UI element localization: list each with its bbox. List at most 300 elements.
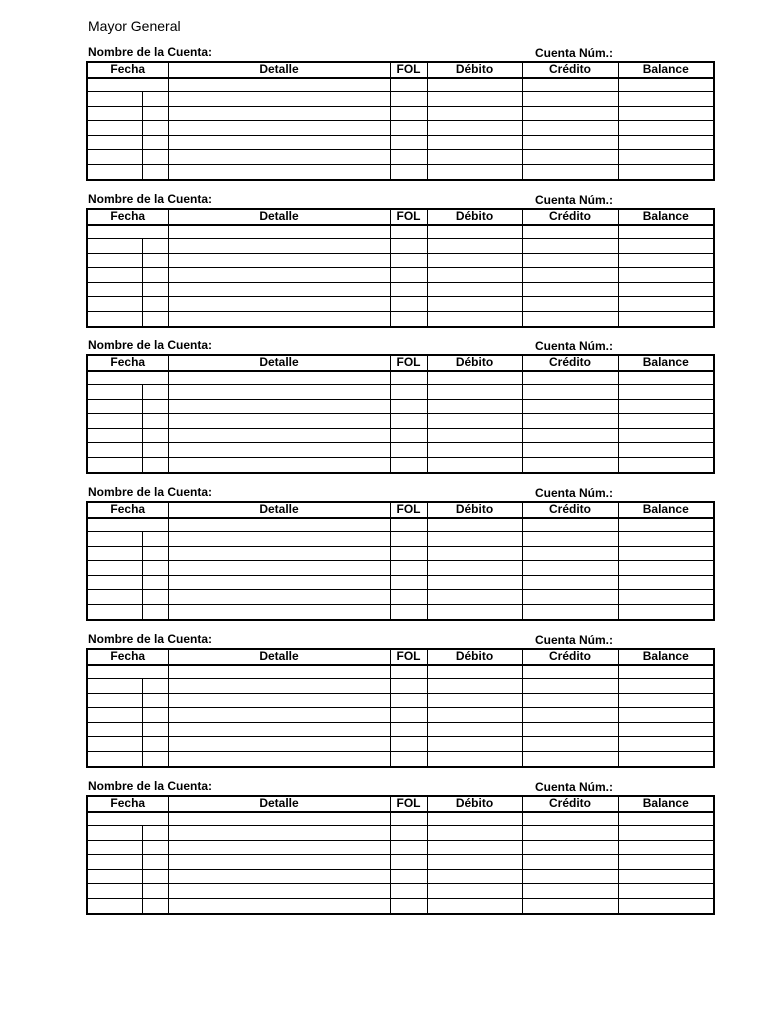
ledger-cell[interactable]	[168, 604, 390, 619]
ledger-cell[interactable]	[87, 693, 142, 708]
ledger-cell[interactable]	[618, 869, 714, 884]
ledger-cell[interactable]	[427, 239, 522, 254]
column-header: Detalle	[168, 502, 390, 518]
ledger-cell[interactable]	[168, 239, 390, 254]
ledger-cell[interactable]	[142, 121, 168, 136]
ledger-cell[interactable]	[427, 575, 522, 590]
ledger-cell[interactable]	[168, 150, 390, 165]
ledger-cell[interactable]	[522, 561, 618, 576]
ledger-cell[interactable]	[618, 665, 714, 679]
ledger-cell[interactable]	[168, 311, 390, 326]
ledger-cell[interactable]	[522, 225, 618, 239]
ledger-cell[interactable]	[618, 693, 714, 708]
ledger-cell[interactable]	[168, 898, 390, 913]
ledger-cell[interactable]	[168, 282, 390, 297]
ledger-cell[interactable]	[390, 840, 427, 855]
ledger-cell[interactable]	[427, 840, 522, 855]
ledger-cell[interactable]	[390, 604, 427, 619]
ledger-cell[interactable]	[142, 869, 168, 884]
ledger-cell[interactable]	[427, 457, 522, 472]
ledger-cell[interactable]	[618, 371, 714, 385]
ledger-cell[interactable]	[142, 826, 168, 841]
ledger-cell[interactable]	[168, 225, 390, 239]
ledger-cell[interactable]	[87, 898, 142, 913]
ledger-cell[interactable]	[87, 428, 142, 443]
ledger-cell[interactable]	[522, 708, 618, 723]
ledger-cell[interactable]	[522, 443, 618, 458]
ledger-cell[interactable]	[618, 840, 714, 855]
ledger-cell[interactable]	[87, 884, 142, 899]
ledger-cell[interactable]	[87, 443, 142, 458]
ledger-cell[interactable]	[390, 164, 427, 179]
ledger-cell[interactable]	[142, 268, 168, 283]
column-header: Débito	[427, 796, 522, 812]
ledger-entry-row	[87, 575, 714, 590]
ledger-cell[interactable]	[390, 282, 427, 297]
ledger-cell[interactable]	[618, 708, 714, 723]
ledger-cell[interactable]	[87, 457, 142, 472]
ledger-cell[interactable]	[427, 561, 522, 576]
ledger-cell[interactable]	[168, 812, 390, 826]
ledger-cell[interactable]	[87, 665, 168, 679]
ledger-cell[interactable]	[522, 428, 618, 443]
ledger-cell[interactable]	[87, 121, 142, 136]
ledger-cell[interactable]	[168, 428, 390, 443]
ledger-cell[interactable]	[168, 575, 390, 590]
ledger-cell[interactable]	[390, 898, 427, 913]
ledger-cell[interactable]	[427, 679, 522, 694]
ledger-cell[interactable]	[618, 812, 714, 826]
ledger-cell[interactable]	[427, 869, 522, 884]
ledger-cell[interactable]	[618, 737, 714, 752]
ledger-cell[interactable]	[87, 518, 168, 532]
ledger-cell[interactable]	[168, 78, 390, 92]
ledger-cell[interactable]	[390, 414, 427, 429]
ledger-cell[interactable]	[87, 268, 142, 283]
ledger-cell[interactable]	[618, 121, 714, 136]
ledger-cell[interactable]	[522, 546, 618, 561]
ledger-cell[interactable]	[168, 106, 390, 121]
ledger-cell[interactable]	[427, 708, 522, 723]
ledger-cell[interactable]	[87, 239, 142, 254]
ledger-cell[interactable]	[390, 311, 427, 326]
ledger-cell[interactable]	[618, 92, 714, 107]
ledger-cell[interactable]	[142, 253, 168, 268]
ledger-cell[interactable]	[87, 708, 142, 723]
ledger-cell[interactable]	[168, 414, 390, 429]
ledger-cell[interactable]	[390, 826, 427, 841]
ledger-cell[interactable]	[427, 225, 522, 239]
ledger-cell[interactable]	[87, 679, 142, 694]
ledger-cell[interactable]	[522, 106, 618, 121]
ledger-cell[interactable]	[142, 590, 168, 605]
ledger-cell[interactable]	[168, 751, 390, 766]
ledger-cell[interactable]	[618, 385, 714, 400]
ledger-cell[interactable]	[390, 106, 427, 121]
ledger-cell[interactable]	[618, 855, 714, 870]
ledger-cell[interactable]	[390, 575, 427, 590]
ledger-cell[interactable]	[522, 371, 618, 385]
ledger-cell[interactable]	[522, 665, 618, 679]
ledger-cell[interactable]	[618, 722, 714, 737]
ledger-cell[interactable]	[390, 428, 427, 443]
ledger-cell[interactable]	[522, 812, 618, 826]
ledger-cell[interactable]	[522, 92, 618, 107]
ledger-cell[interactable]	[87, 297, 142, 312]
ledger-cell[interactable]	[142, 737, 168, 752]
ledger-cell[interactable]	[168, 693, 390, 708]
ledger-cell[interactable]	[522, 590, 618, 605]
ledger-cell[interactable]	[427, 297, 522, 312]
ledger-cell[interactable]	[427, 311, 522, 326]
ledger-cell[interactable]	[87, 840, 142, 855]
ledger-entry-row	[87, 78, 714, 92]
ledger-cell[interactable]	[427, 443, 522, 458]
ledger-cell[interactable]	[390, 121, 427, 136]
ledger-cell[interactable]	[522, 693, 618, 708]
ledger-cell[interactable]	[390, 457, 427, 472]
ledger-cell[interactable]	[390, 693, 427, 708]
ledger-cell[interactable]	[427, 385, 522, 400]
ledger-cell[interactable]	[390, 135, 427, 150]
ledger-cell[interactable]	[168, 561, 390, 576]
ledger-cell[interactable]	[522, 855, 618, 870]
ledger-cell[interactable]	[390, 679, 427, 694]
ledger-cell[interactable]	[390, 399, 427, 414]
ledger-cell[interactable]	[168, 590, 390, 605]
ledger-cell[interactable]	[427, 106, 522, 121]
ledger-cell[interactable]	[142, 546, 168, 561]
ledger-cell[interactable]	[142, 884, 168, 899]
ledger-cell[interactable]	[618, 78, 714, 92]
ledger-cell[interactable]	[142, 282, 168, 297]
ledger-cell[interactable]	[618, 546, 714, 561]
ledger-cell[interactable]	[427, 665, 522, 679]
ledger-cell[interactable]	[168, 855, 390, 870]
ledger-cell[interactable]	[522, 679, 618, 694]
ledger-cell[interactable]	[390, 665, 427, 679]
ledger-cell[interactable]	[618, 311, 714, 326]
ledger-cell[interactable]	[390, 92, 427, 107]
ledger-cell[interactable]	[142, 751, 168, 766]
ledger-cell[interactable]	[142, 898, 168, 913]
ledger-cell[interactable]	[87, 371, 168, 385]
ledger-cell[interactable]	[142, 532, 168, 547]
ledger-cell[interactable]	[618, 428, 714, 443]
ledger-cell[interactable]	[522, 884, 618, 899]
ledger-cell[interactable]	[522, 826, 618, 841]
ledger-cell[interactable]	[390, 371, 427, 385]
ledger-cell[interactable]	[168, 268, 390, 283]
ledger-cell[interactable]	[390, 737, 427, 752]
ledger-cell[interactable]	[87, 78, 168, 92]
ledger-cell[interactable]	[522, 604, 618, 619]
ledger-cell[interactable]	[427, 898, 522, 913]
ledger-cell[interactable]	[87, 546, 142, 561]
ledger-cell[interactable]	[618, 679, 714, 694]
ledger-cell[interactable]	[522, 239, 618, 254]
ledger-cell[interactable]	[522, 150, 618, 165]
ledger-cell[interactable]	[87, 106, 142, 121]
account-name-label: Nombre de la Cuenta:	[88, 192, 213, 206]
ledger-cell[interactable]	[522, 575, 618, 590]
ledger-cell[interactable]	[522, 282, 618, 297]
ledger-cell[interactable]	[142, 708, 168, 723]
ledger-cell[interactable]	[618, 150, 714, 165]
ledger-cell[interactable]	[168, 92, 390, 107]
ledger-cell[interactable]	[522, 268, 618, 283]
ledger-cell[interactable]	[87, 575, 142, 590]
ledger-cell[interactable]	[427, 135, 522, 150]
ledger-cell[interactable]	[168, 665, 390, 679]
ledger-cell[interactable]	[522, 253, 618, 268]
ledger-cell[interactable]	[427, 518, 522, 532]
ledger-cell[interactable]	[168, 826, 390, 841]
ledger-cell[interactable]	[390, 869, 427, 884]
ledger-cell[interactable]	[168, 443, 390, 458]
ledger-cell[interactable]	[522, 164, 618, 179]
ledger-cell[interactable]	[427, 532, 522, 547]
ledger-cell[interactable]	[168, 164, 390, 179]
ledger-cell[interactable]	[618, 297, 714, 312]
ledger-cell[interactable]	[618, 884, 714, 899]
ledger-cell[interactable]	[522, 385, 618, 400]
ledger-cell[interactable]	[87, 399, 142, 414]
ledger-cell[interactable]	[142, 722, 168, 737]
ledger-cell[interactable]	[390, 78, 427, 92]
ledger-cell[interactable]	[427, 399, 522, 414]
ledger-cell[interactable]	[142, 679, 168, 694]
column-header: Débito	[427, 62, 522, 78]
ledger-cell[interactable]	[427, 812, 522, 826]
ledger-cell[interactable]	[142, 443, 168, 458]
ledger-cell[interactable]	[142, 106, 168, 121]
ledger-cell[interactable]	[522, 399, 618, 414]
ledger-cell[interactable]	[427, 693, 522, 708]
ledger-cell[interactable]	[618, 282, 714, 297]
ledger-cell[interactable]	[87, 855, 142, 870]
ledger-cell[interactable]	[168, 679, 390, 694]
ledger-cell[interactable]	[427, 121, 522, 136]
ledger-cell[interactable]	[168, 708, 390, 723]
ledger-cell[interactable]	[168, 518, 390, 532]
ledger-cell[interactable]	[168, 371, 390, 385]
ledger-cell[interactable]	[522, 518, 618, 532]
ledger-cell[interactable]	[427, 884, 522, 899]
ledger-cell[interactable]	[142, 428, 168, 443]
ledger-cell[interactable]	[390, 561, 427, 576]
ledger-cell[interactable]	[427, 150, 522, 165]
ledger-cell[interactable]	[390, 225, 427, 239]
ledger-cell[interactable]	[390, 855, 427, 870]
ledger-cell[interactable]	[87, 561, 142, 576]
ledger-cell[interactable]	[142, 311, 168, 326]
ledger-cell[interactable]	[87, 812, 168, 826]
ledger-cell[interactable]	[168, 135, 390, 150]
ledger-cell[interactable]	[142, 135, 168, 150]
ledger-cell[interactable]	[522, 121, 618, 136]
ledger-cell[interactable]	[87, 414, 142, 429]
column-header: Balance	[618, 62, 714, 78]
ledger-cell[interactable]	[427, 428, 522, 443]
ledger-cell[interactable]	[618, 898, 714, 913]
ledger-cell[interactable]	[87, 282, 142, 297]
ledger-cell[interactable]	[87, 385, 142, 400]
ledger-cell[interactable]	[87, 253, 142, 268]
ledger-cell[interactable]	[427, 546, 522, 561]
ledger-cell[interactable]	[618, 225, 714, 239]
ledger-cell[interactable]	[427, 590, 522, 605]
ledger-cell[interactable]	[142, 604, 168, 619]
ledger-cell[interactable]	[142, 239, 168, 254]
ledger-cell[interactable]	[618, 414, 714, 429]
ledger-cell[interactable]	[390, 443, 427, 458]
ledger-cell[interactable]	[618, 532, 714, 547]
ledger-cell[interactable]	[87, 722, 142, 737]
ledger-cell[interactable]	[390, 546, 427, 561]
ledger-cell[interactable]	[87, 532, 142, 547]
ledger-cell[interactable]	[390, 385, 427, 400]
ledger-cell[interactable]	[168, 297, 390, 312]
ledger-cell[interactable]	[168, 869, 390, 884]
ledger-cell[interactable]	[168, 532, 390, 547]
ledger-cell[interactable]	[522, 135, 618, 150]
ledger-cell[interactable]	[87, 590, 142, 605]
ledger-cell[interactable]	[427, 826, 522, 841]
ledger-cell[interactable]	[522, 311, 618, 326]
ledger-cell[interactable]	[142, 399, 168, 414]
ledger-cell[interactable]	[427, 164, 522, 179]
ledger-cell[interactable]	[168, 253, 390, 268]
ledger-cell[interactable]	[87, 164, 142, 179]
ledger-cell[interactable]	[142, 164, 168, 179]
ledger-cell[interactable]	[427, 722, 522, 737]
ledger-cell[interactable]	[142, 693, 168, 708]
ledger-cell[interactable]	[618, 826, 714, 841]
ledger-cell[interactable]	[87, 92, 142, 107]
ledger-cell[interactable]	[618, 604, 714, 619]
ledger-cell[interactable]	[87, 150, 142, 165]
ledger-cell[interactable]	[87, 737, 142, 752]
account-name-label: Nombre de la Cuenta:	[88, 779, 213, 793]
ledger-cell[interactable]	[427, 414, 522, 429]
ledger-cell[interactable]	[390, 532, 427, 547]
ledger-cell[interactable]	[168, 457, 390, 472]
ledger-cell[interactable]	[390, 884, 427, 899]
ledger-cell[interactable]	[618, 253, 714, 268]
ledger-cell[interactable]	[618, 751, 714, 766]
ledger-cell[interactable]	[618, 399, 714, 414]
ledger-cell[interactable]	[142, 840, 168, 855]
ledger-cell[interactable]	[522, 297, 618, 312]
ledger-cell[interactable]	[390, 812, 427, 826]
ledger-cell[interactable]	[522, 751, 618, 766]
ledger-cell[interactable]	[427, 855, 522, 870]
ledger-cell[interactable]	[168, 840, 390, 855]
ledger-cell[interactable]	[87, 135, 142, 150]
ledger-cell[interactable]	[390, 751, 427, 766]
ledger-cell[interactable]	[427, 371, 522, 385]
ledger-cell[interactable]	[142, 297, 168, 312]
ledger-cell[interactable]	[87, 826, 142, 841]
ledger-cell[interactable]	[87, 225, 168, 239]
ledger-cell[interactable]	[427, 604, 522, 619]
ledger-cell[interactable]	[427, 253, 522, 268]
ledger-cell[interactable]	[427, 737, 522, 752]
column-header: FOL	[390, 649, 427, 665]
ledger-cell[interactable]	[618, 164, 714, 179]
ledger-cell[interactable]	[168, 121, 390, 136]
ledger-cell[interactable]	[390, 722, 427, 737]
ledger-cell[interactable]	[522, 869, 618, 884]
ledger-cell[interactable]	[522, 414, 618, 429]
ledger-cell[interactable]	[390, 297, 427, 312]
ledger-cell[interactable]	[87, 869, 142, 884]
ledger-cell[interactable]	[522, 78, 618, 92]
ledger-cell[interactable]	[427, 268, 522, 283]
column-header: Detalle	[168, 209, 390, 225]
ledger-cell[interactable]	[427, 78, 522, 92]
ledger-cell[interactable]	[427, 282, 522, 297]
ledger-cell[interactable]	[522, 840, 618, 855]
ledger-cell[interactable]	[142, 575, 168, 590]
ledger-cell[interactable]	[618, 590, 714, 605]
ledger-cell[interactable]	[390, 590, 427, 605]
ledger-cell[interactable]	[142, 385, 168, 400]
ledger-cell[interactable]	[390, 239, 427, 254]
ledger-cell[interactable]	[618, 443, 714, 458]
ledger-cell[interactable]	[87, 311, 142, 326]
ledger-cell[interactable]	[618, 106, 714, 121]
ledger-cell[interactable]	[522, 898, 618, 913]
ledger-cell[interactable]	[142, 457, 168, 472]
ledger-cell[interactable]	[618, 239, 714, 254]
ledger-cell[interactable]	[522, 737, 618, 752]
ledger-cell[interactable]	[522, 532, 618, 547]
ledger-cell[interactable]	[142, 855, 168, 870]
ledger-cell[interactable]	[168, 385, 390, 400]
ledger-cell[interactable]	[142, 150, 168, 165]
ledger-cell[interactable]	[87, 751, 142, 766]
ledger-cell[interactable]	[390, 518, 427, 532]
ledger-cell[interactable]	[618, 457, 714, 472]
ledger-entry-row	[87, 532, 714, 547]
ledger-cell[interactable]	[142, 92, 168, 107]
ledger-cell[interactable]	[522, 457, 618, 472]
ledger-cell[interactable]	[618, 575, 714, 590]
ledger-cell[interactable]	[618, 561, 714, 576]
ledger-cell[interactable]	[390, 150, 427, 165]
ledger-cell[interactable]	[618, 135, 714, 150]
ledger-cell[interactable]	[168, 399, 390, 414]
ledger-cell[interactable]	[390, 268, 427, 283]
ledger-cell[interactable]	[618, 518, 714, 532]
ledger-cell[interactable]	[390, 253, 427, 268]
ledger-cell[interactable]	[168, 546, 390, 561]
ledger-cell[interactable]	[142, 414, 168, 429]
ledger-cell[interactable]	[168, 737, 390, 752]
ledger-cell[interactable]	[168, 884, 390, 899]
ledger-cell[interactable]	[142, 561, 168, 576]
ledger-cell[interactable]	[427, 751, 522, 766]
ledger-cell[interactable]	[427, 92, 522, 107]
ledger-cell[interactable]	[522, 722, 618, 737]
ledger-cell[interactable]	[390, 708, 427, 723]
account-number-label: Cuenta Núm.:	[535, 486, 613, 500]
ledger-cell[interactable]	[87, 604, 142, 619]
ledger-cell[interactable]	[168, 722, 390, 737]
ledger-cell[interactable]	[618, 268, 714, 283]
